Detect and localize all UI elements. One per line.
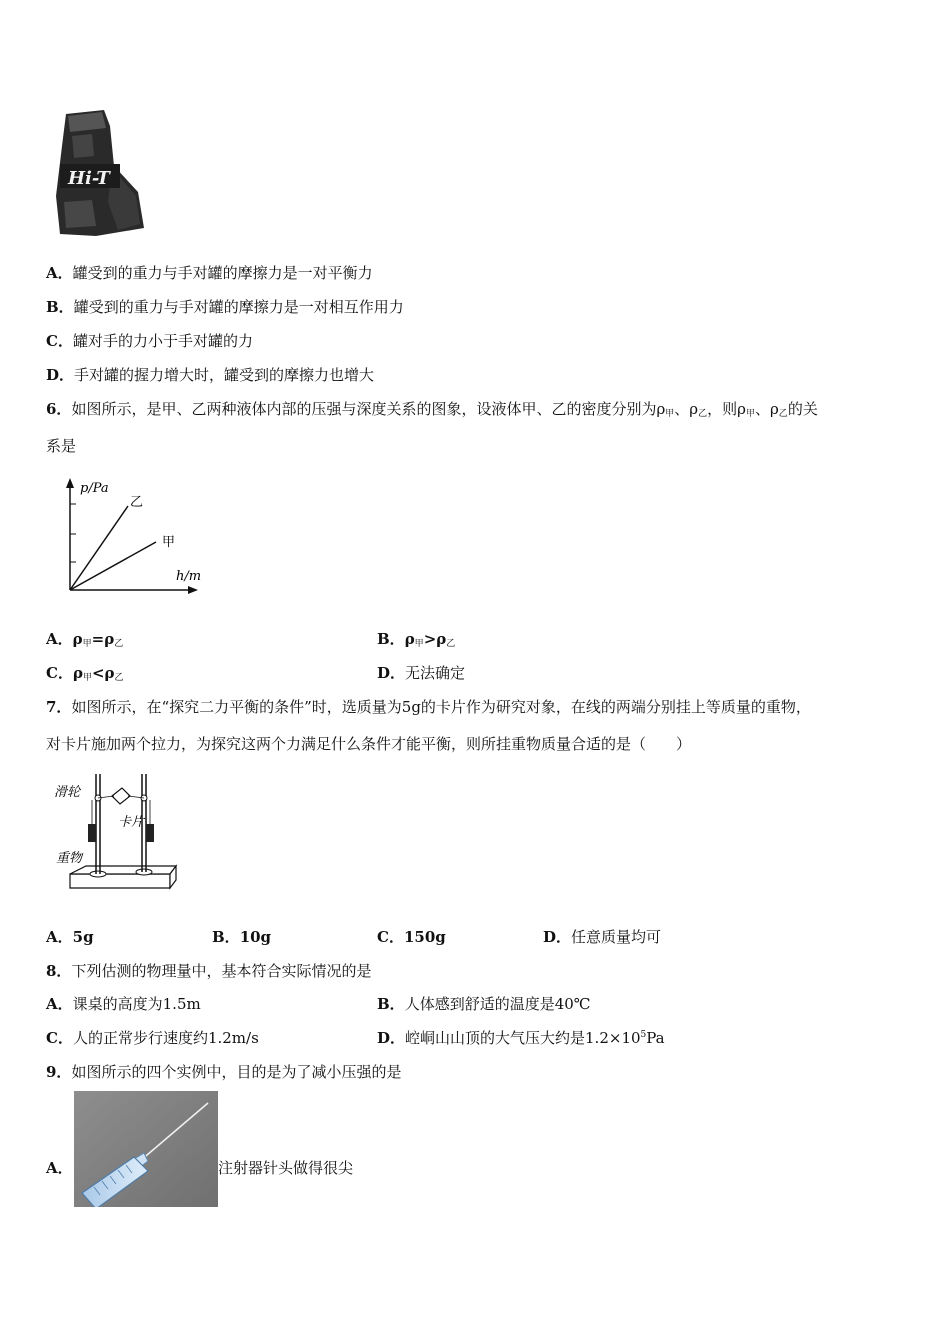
q6-option-b: B．$\rho_甲>\rho_乙$ xyxy=(377,630,456,649)
weight-label: 重物 xyxy=(56,851,83,866)
x-axis-label: h/m xyxy=(176,569,202,584)
q8-option-d: D．崆峒山山顶的大气压大约是$1.2\times 10^5Pa$ xyxy=(377,1029,665,1047)
two-force-balance-apparatus xyxy=(52,770,180,904)
base-board xyxy=(70,874,170,888)
q5-option-d: D．手对罐的握力增大时，罐受到的摩擦力也增大 xyxy=(46,366,375,384)
line-jia-label: 甲 xyxy=(162,535,176,550)
can-in-hand-figure xyxy=(52,106,148,242)
pressure-depth-graph xyxy=(58,474,208,600)
q6-option-a: A．$\rho_甲=\rho_乙$ xyxy=(46,630,124,649)
line-yi xyxy=(70,506,128,590)
q8-stem: 8．下列估测的物理量中，基本符合实际情况的是 xyxy=(46,962,372,980)
q7-option-a: A．5g xyxy=(46,928,94,946)
q9-option-a-letter: A． xyxy=(46,1159,73,1177)
q7-option-c: C．150g xyxy=(377,928,446,946)
q6-option-c: C．$\rho_甲<\rho_乙$ xyxy=(46,664,124,683)
q6-option-d: D．无法确定 xyxy=(377,664,466,682)
line-yi-label: 乙 xyxy=(130,495,144,510)
q5-option-b: B．罐受到的重力与手对罐的摩擦力是一对相互作用力 xyxy=(46,298,404,316)
can-label: Hi-T xyxy=(68,168,110,189)
q5-option-c: C．罐对手的力小于手对罐的力 xyxy=(46,332,253,350)
card-label: 卡片 xyxy=(118,815,145,830)
q6-stem-line1: 6．如图所示，是甲、乙两种液体内部的压强与深度关系的图象，设液体甲、乙的密度分别为$\rho_甲$、$\rho_乙$，则$\rho_甲$、$\rho_乙$的关 xyxy=(46,400,818,419)
y-axis-arrow-icon xyxy=(66,478,74,488)
line-jia xyxy=(70,542,156,590)
syringe-photo xyxy=(74,1091,218,1213)
q6-stem-line2: 系是 xyxy=(46,437,77,455)
q9-option-a-text: 注射器针头做得很尖 xyxy=(218,1159,354,1177)
x-axis-arrow-icon xyxy=(188,586,198,594)
q7-stem-line2: 对卡片施加两个拉力，为探究这两个力满足什么条件才能平衡，则所挂重物质量合适的是（ ） xyxy=(46,735,692,753)
card xyxy=(112,788,130,804)
q8-option-c: C．人的正常步行速度约1.2m/s xyxy=(46,1029,259,1047)
right-weight xyxy=(146,824,154,842)
left-weight xyxy=(88,824,96,842)
q8-option-a: A．课桌的高度为1.5m xyxy=(46,995,201,1013)
q7-stem-line1: 7．如图所示，在“探究二力平衡的条件”时，选质量为5g的卡片作为研究对象，在线的两端分别挂上等质量的重物， xyxy=(46,698,811,716)
q7-option-d: D．任意质量均可 xyxy=(543,928,662,946)
q5-option-a: A．罐受到的重力与手对罐的摩擦力是一对平衡力 xyxy=(46,264,373,282)
q9-stem: 9．如图所示的四个实例中，目的是为了减小压强的是 xyxy=(46,1063,402,1081)
q7-option-b: B．10g xyxy=(212,928,272,946)
pulley-label: 滑轮 xyxy=(54,785,81,800)
y-axis-label: p/Pa xyxy=(80,481,109,496)
q8-option-b: B．人体感到舒适的温度是40℃ xyxy=(377,995,591,1013)
